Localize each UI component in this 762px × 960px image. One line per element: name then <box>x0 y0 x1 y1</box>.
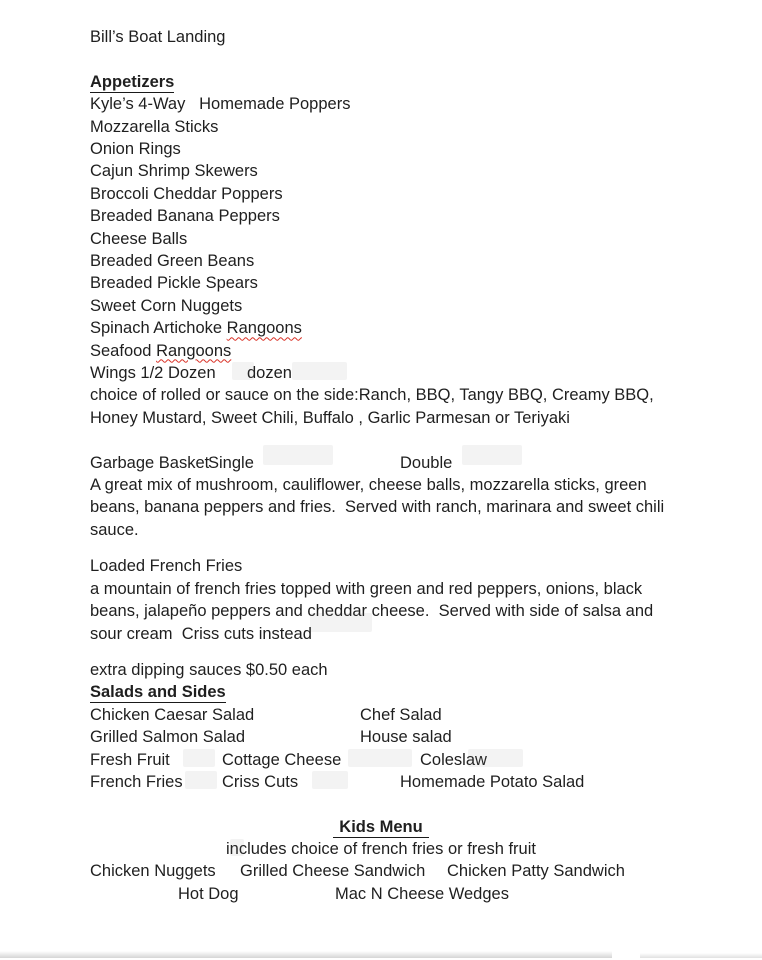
appetizers-heading-text: Appetizers <box>90 72 175 91</box>
salads-row <box>0 704 762 726</box>
loaded-fries-desc-line3: sour cream Criss cuts instead <box>90 624 312 643</box>
menu-item-sweet-corn-nuggets: Sweet Corn Nuggets <box>90 296 243 315</box>
menu-title: Bill’s Boat Landing <box>90 28 226 46</box>
kids-menu-heading <box>0 816 762 838</box>
side-item: Criss Cuts <box>222 772 299 791</box>
garbage-basket-desc-line2: beans, banana peppers and fries. Served with ranch, marinara and sweet chili <box>90 498 665 517</box>
kids-item-chicken-patty: Chicken Patty Sandwich <box>447 862 625 881</box>
menu-item-cajun-shrimp-skewers: Cajun Shrimp Skewers <box>90 162 258 181</box>
whiteout-patch <box>312 771 348 789</box>
menu-item-garbage-basket <box>0 452 762 474</box>
menu-item-spinach-artichoke-rangoons <box>0 317 762 339</box>
menu-item-loaded-french-fries: Loaded French Fries <box>90 557 243 576</box>
side-item: Fresh Fruit <box>90 750 170 769</box>
spacer <box>0 541 762 555</box>
extra-sauces-note: extra dipping sauces $0.50 each <box>90 660 328 679</box>
kids-item-grilled-cheese: Grilled Cheese Sandwich <box>240 862 426 881</box>
salads-row <box>0 771 762 793</box>
whiteout-patch <box>292 362 347 380</box>
spellcheck-word: Rangoons <box>156 341 232 360</box>
wings-dozen-label: dozen <box>247 364 292 383</box>
side-item: Coleslaw <box>420 750 487 769</box>
menu-item-kyles-4-way: Kyle’s 4-Way Homemade Poppers <box>90 95 351 114</box>
whiteout-patch <box>230 839 244 856</box>
whiteout-patch <box>263 445 333 465</box>
salads-heading-text: Salads and Sides <box>90 683 226 702</box>
salad-item: Grilled Salmon Salad <box>90 728 245 747</box>
whiteout-patch <box>348 749 412 767</box>
menu-item-mozzarella-sticks: Mozzarella Sticks <box>90 117 219 136</box>
kids-menu-row <box>0 883 762 905</box>
menu-item-breaded-banana-peppers: Breaded Banana Peppers <box>90 207 280 226</box>
side-item: Cottage Cheese <box>222 750 342 769</box>
item-text: Seafood <box>90 341 157 360</box>
salad-item: Chicken Caesar Salad <box>90 705 255 724</box>
menu-item-cheese-balls: Cheese Balls <box>90 229 188 248</box>
garbage-basket-single: Single <box>208 453 254 472</box>
item-text: Spinach Artichoke <box>90 319 227 338</box>
wings-sauce-note-line2: Honey Mustard, Sweet Chili, Buffalo , Garlic Parmesan or Teriyaki <box>90 408 570 427</box>
menu-item-breaded-pickle-spears: Breaded Pickle Spears <box>90 274 258 293</box>
garbage-basket-double: Double <box>400 453 453 472</box>
side-item: French Fries <box>90 772 183 791</box>
loaded-fries-desc-line1: a mountain of french fries topped with green and red peppers, onions, black <box>90 579 643 598</box>
loaded-fries-desc-line2: beans, jalapeño peppers and cheddar cheese. Served with side of salsa and <box>90 602 654 621</box>
kids-item-mac-n-cheese: Mac N Cheese Wedges <box>335 884 509 903</box>
kids-item-hot-dog: Hot Dog <box>178 884 239 903</box>
spacer <box>0 645 762 659</box>
garbage-basket-label: Garbage Basket <box>90 453 210 472</box>
scan-edge-shadow <box>0 951 612 958</box>
garbage-basket-desc-line3: sauce. <box>90 520 139 539</box>
salads-heading <box>0 681 762 703</box>
whiteout-patch <box>183 749 215 767</box>
kids-item-chicken-nuggets: Chicken Nuggets <box>90 862 216 881</box>
wings-label: Wings 1/2 Dozen <box>90 364 216 383</box>
side-item: Homemade Potato Salad <box>400 772 585 791</box>
whiteout-patch <box>468 749 523 767</box>
wings-sauce-note-line1: choice of rolled or sauce on the side:Ranch, BBQ, Tangy BBQ, Creamy BBQ, <box>90 386 654 405</box>
garbage-basket-desc-line1: A great mix of mushroom, cauliflower, cheese balls, mozzarella sticks, green <box>90 476 647 495</box>
menu-item-broccoli-cheddar-poppers: Broccoli Cheddar Poppers <box>90 184 283 203</box>
salad-item: House salad <box>360 728 452 747</box>
scan-edge-shadow <box>640 953 762 958</box>
kids-menu-subtitle: includes choice of french fries or fresh fruit <box>226 840 536 859</box>
spacer <box>0 48 762 70</box>
whiteout-patch <box>185 771 217 789</box>
menu-item-breaded-green-beans: Breaded Green Beans <box>90 252 255 271</box>
spacer <box>0 429 762 451</box>
whiteout-patch <box>462 445 522 465</box>
menu-item-onion-rings: Onion Rings <box>90 140 181 159</box>
whiteout-patch <box>310 613 372 632</box>
kids-menu-row <box>0 860 762 882</box>
whiteout-patch <box>232 362 254 380</box>
menu-item-seafood-rangoons <box>0 340 762 362</box>
spacer <box>0 793 762 815</box>
salad-item: Chef Salad <box>360 705 442 724</box>
salads-row <box>0 726 762 748</box>
appetizers-heading <box>0 71 762 93</box>
kids-menu-heading-text: Kids Menu <box>333 817 428 838</box>
spellcheck-word: Rangoons <box>226 319 302 338</box>
menu-item-wings <box>0 362 762 384</box>
